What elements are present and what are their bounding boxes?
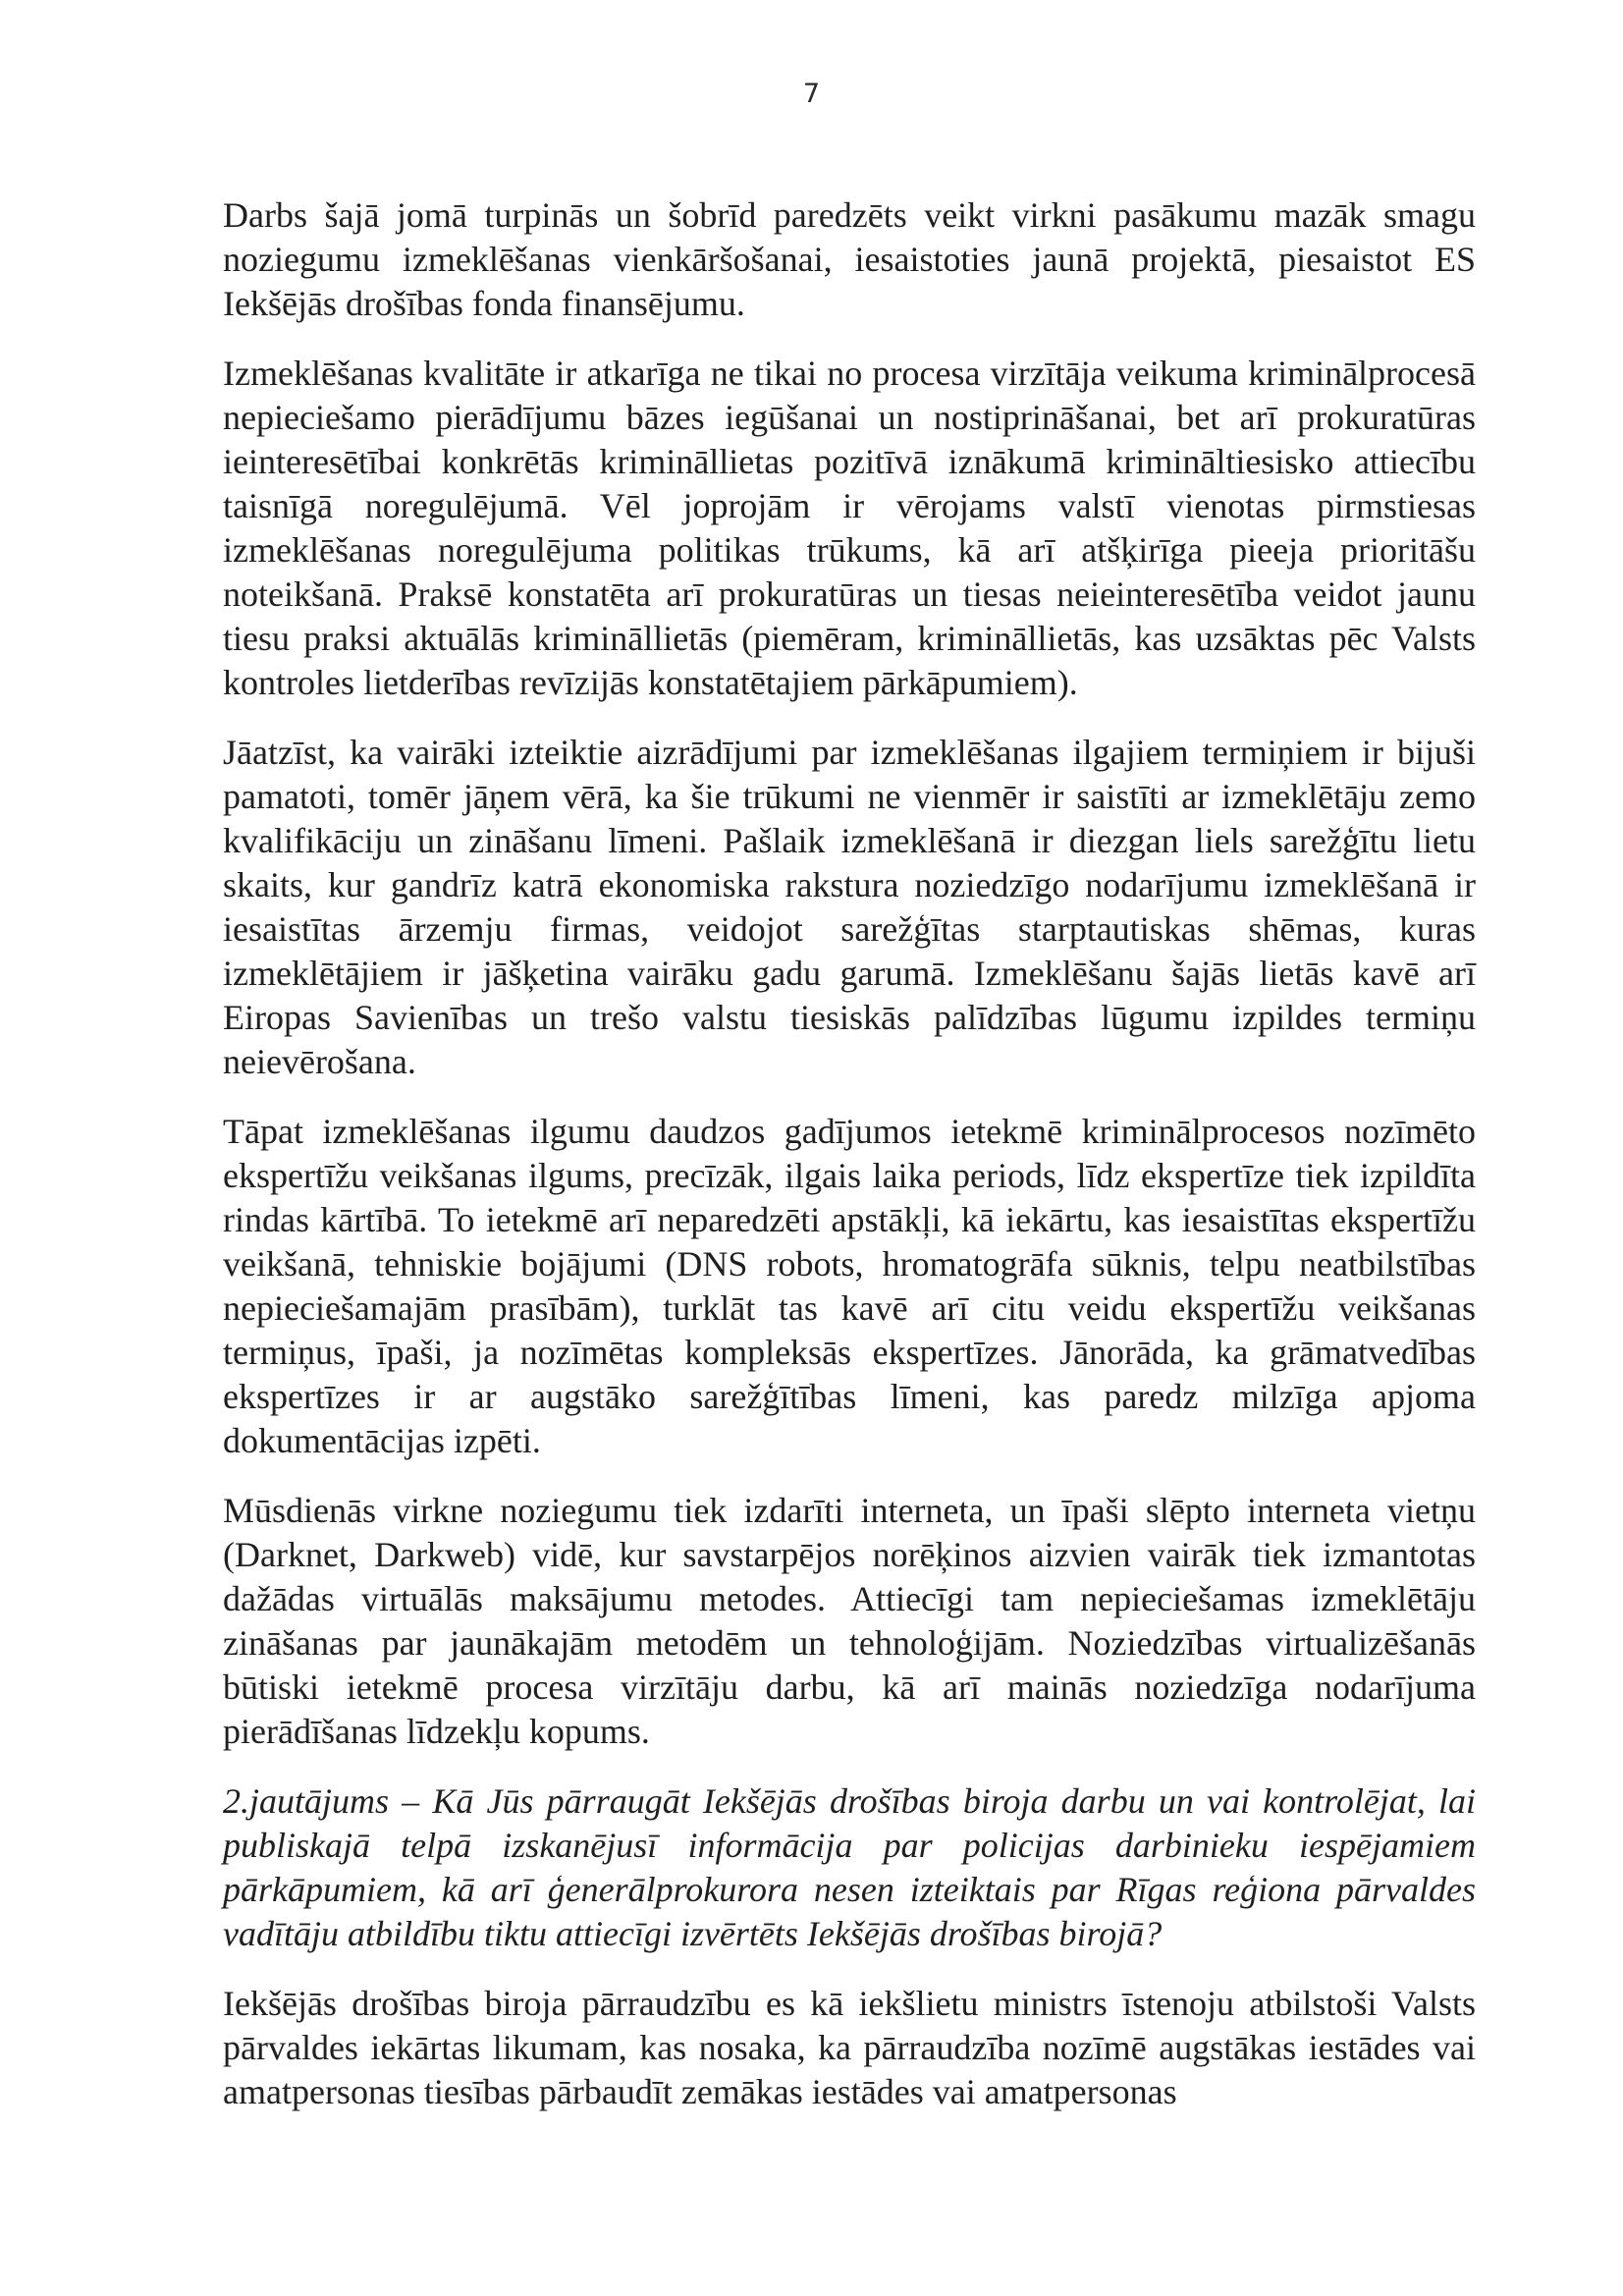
paragraph-4: Tāpat izmeklēšanas ilgumu daudzos gadījumos ietekmē kriminālprocesos nozīmēto ekspertīžu veikšanas ilgums, precīzāk, ilgais laika periods, līdz ekspertīze tiek izpildīta rindas kārtībā. To ietekmē arī neparedzēti apstākļi, kā iekārtu, kas iesaistītas ekspertīžu veikšanā, tehniskie bojājumi (DNS robots, hromatogrāfa sūknis, telpu neatbilstības nepieciešamajām prasībām), turklāt tas kavē arī citu veidu ekspertīžu veikšanas termiņus, īpaši, ja nozīmētas kompleksās ekspertīzes. Jānorāda, ka grāmatvedības ekspertīzes ir ar augstāko sarežģītības līmeni, kas paredz milzīga apjoma dokumentācijas izpēti.: [223, 1112, 1476, 1460]
document-body: [223, 193, 1476, 2140]
paragraph-3: Jāatzīst, ka vairāki izteiktie aizrādījumi par izmeklēšanas ilgajiem termiņiem ir bijuši pamatoti, tomēr jāņem vērā, ka šie trūkumi ne vienmēr ir saistīti ar izmeklētāju zemo kvalifikāciju un zināšanu līmeni. Pašlaik izmeklēšanā ir diezgan liels sarežģītu lietu skaits, kur gandrīz katrā ekonomiska rakstura noziedzīgo nodarījumu izmeklēšanā ir iesaistītas ārzemju firmas, veidojot sarežģītas starptautiskas shēmas, kuras izmeklētājiem ir jāšķetina vairāku gadu garumā. Izmeklēšanu šajās lietās kavē arī Eiropas Savienības un trešo valstu tiesiskās palīdzības lūgumu izpildes termiņu neievērošana.: [223, 733, 1476, 1081]
paragraph-2: Izmeklēšanas kvalitāte ir atkarīga ne tikai no procesa virzītāja veikuma kriminālprocesā nepieciešamo pierādījumu bāzes iegūšanai un nostiprināšanai, bet arī prokuratūras ieinteresētībai konkrētās krimināllietas pozitīvā iznākumā krimināltiesisko attiecību taisnīgā noregulējumā. Vēl joprojām ir vērojams valstī vienotas pirmstiesas izmeklēšanas noregulējuma politikas trūkums, kā arī atšķirīga pieeja prioritāšu noteikšanā. Praksē konstatēta arī prokuratūras un tiesas neieinteresētība veidot jaunu tiesu praksi aktuālās krimināllietās (piemēram, krimināllietās, kas uzsāktas pēc Valsts kontroles lietderības revīzijās konstatētajiem pārkāpumiem).: [223, 354, 1476, 702]
question-2: 2.jautājums – Kā Jūs pārraugāt Iekšējās drošības biroja darbu un vai kontrolējat, lai publiskajā telpā izskanējusī informācija par policijas darbinieku iespējamiem pārkāpumiem, kā arī ģenerālprokurora nesen izteiktais par Rīgas reģiona pārvaldes vadītāju atbildību tiktu attiecīgi izvērtēts Iekšējās drošības birojā?: [223, 1781, 1476, 1953]
paragraph-1: Darbs šajā jomā turpinās un šobrīd paredzēts veikt virkni pasākumu mazāk smagu noziegumu izmeklēšanas vienkāršošanai, iesaistoties jaunā projektā, piesaistot ES Iekšējās drošības fonda finansējumu.: [223, 195, 1476, 323]
paragraph-answer: Iekšējās drošības biroja pārraudzību es kā iekšlietu ministrs īstenoju atbilstoši Valsts pārvaldes iekārtas likumam, kas nosaka, ka pārraudzība nozīmē augstākas iestādes vai amatpersonas tiesības pārbaudīt zemākas iestādes vai amatpersonas: [223, 1984, 1476, 2111]
page-number: 7: [802, 79, 821, 109]
paragraph-5: Mūsdienās virkne noziegumu tiek izdarīti interneta, un īpaši slēpto interneta vietņu (Darknet, Darkweb) vidē, kur savstarpējos norēķinos aizvien vairāk tiek izmantotas dažādas virtuālās maksājumu metodes. Attiecīgi tam nepieciešamas izmeklētāju zināšanas par jaunākajām metodēm un tehnoloģijām. Noziedzības virtualizēšanās būtiski ietekmē procesa virzītāju darbu, kā arī mainās noziedzīga nodarījuma pierādīšanas līdzekļu kopums.: [223, 1491, 1476, 1751]
